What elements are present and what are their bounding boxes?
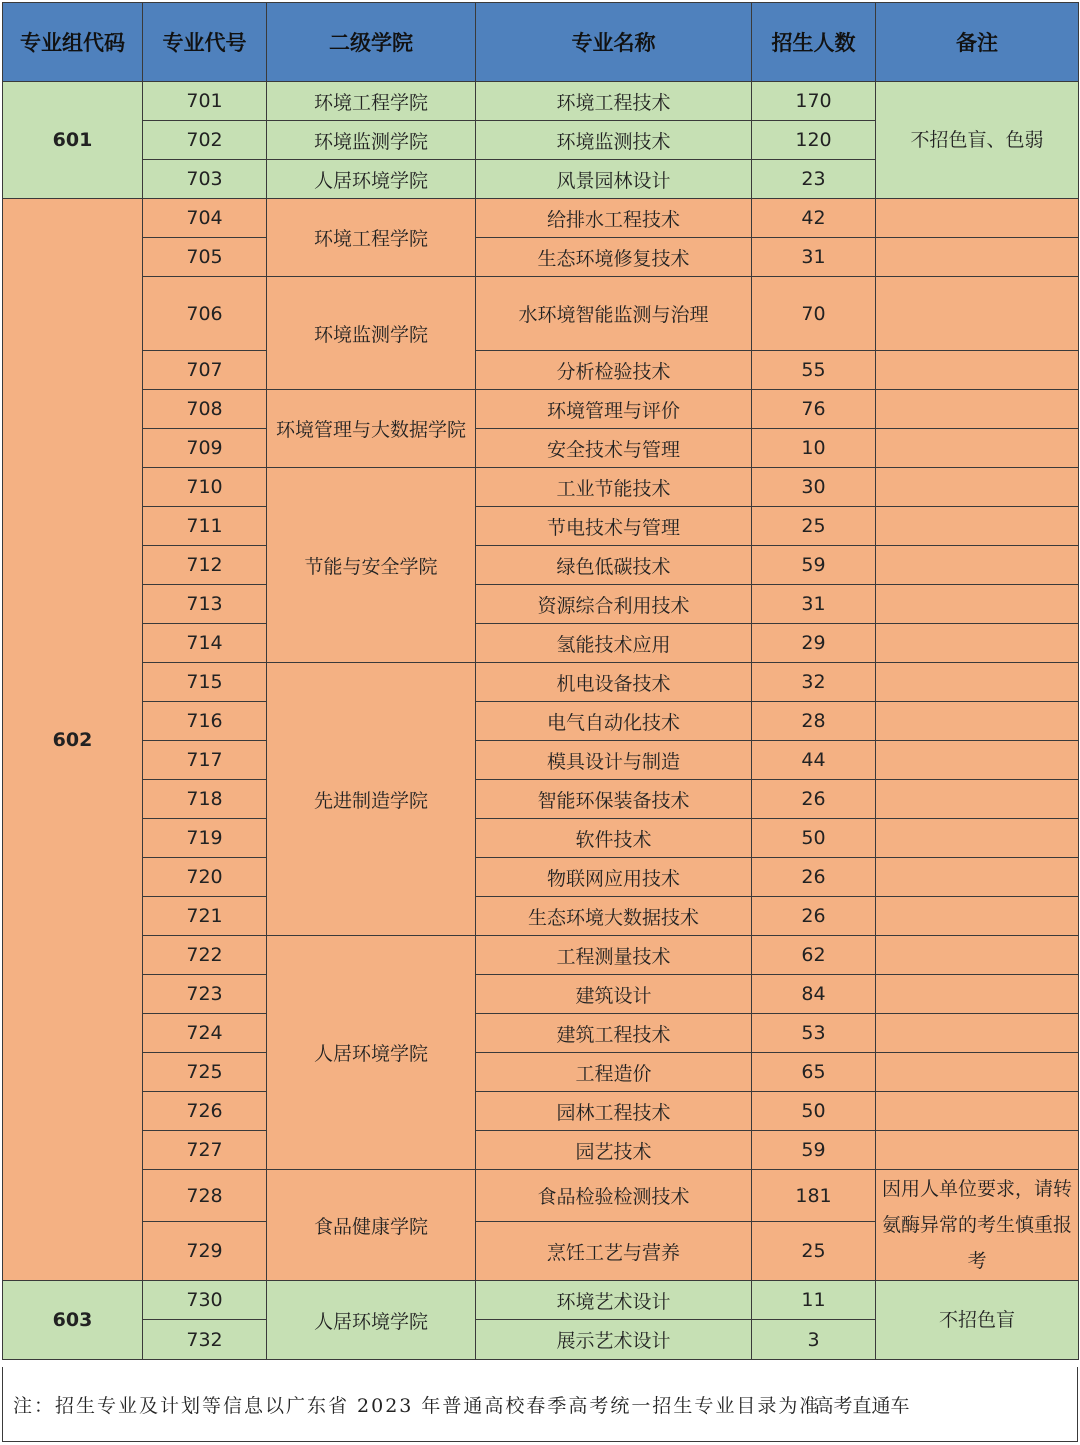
major-name-cell: 建筑工程技术 bbox=[476, 1014, 752, 1053]
remark-cell bbox=[876, 1092, 1079, 1131]
remark-cell: 不招色盲 bbox=[876, 1281, 1079, 1360]
major-code-cell: 714 bbox=[143, 624, 267, 663]
enrollment-count-cell: 55 bbox=[752, 351, 876, 390]
remark-cell bbox=[876, 663, 1079, 702]
major-name-cell: 给排水工程技术 bbox=[476, 199, 752, 238]
table-row bbox=[3, 819, 1079, 858]
major-code-cell: 732 bbox=[143, 1320, 267, 1360]
college-cell: 环境监测学院 bbox=[267, 121, 476, 160]
table-row bbox=[3, 585, 1079, 624]
remark-cell bbox=[876, 624, 1079, 663]
major-code-cell: 722 bbox=[143, 936, 267, 975]
major-code-cell: 723 bbox=[143, 975, 267, 1014]
major-code-cell: 712 bbox=[143, 546, 267, 585]
major-code-cell: 730 bbox=[143, 1281, 267, 1320]
major-name-cell: 模具设计与制造 bbox=[476, 741, 752, 780]
major-code-cell: 713 bbox=[143, 585, 267, 624]
major-name-cell: 分析检验技术 bbox=[476, 351, 752, 390]
table-row bbox=[3, 741, 1079, 780]
major-code-cell: 720 bbox=[143, 858, 267, 897]
remark-cell bbox=[876, 1014, 1079, 1053]
table-row bbox=[3, 199, 1079, 238]
remark-cell bbox=[876, 277, 1079, 351]
group-code-cell: 602 bbox=[3, 199, 143, 1281]
remark-cell bbox=[876, 429, 1079, 468]
remark-cell bbox=[876, 468, 1079, 507]
enrollment-table bbox=[2, 2, 1079, 1360]
table-row bbox=[3, 936, 1079, 975]
table-row bbox=[3, 468, 1079, 507]
table-row bbox=[3, 238, 1079, 277]
enrollment-count-cell: 29 bbox=[752, 624, 876, 663]
remark-cell bbox=[876, 238, 1079, 277]
college-cell: 食品健康学院 bbox=[267, 1170, 476, 1281]
remark-cell bbox=[876, 585, 1079, 624]
enrollment-count-cell: 59 bbox=[752, 546, 876, 585]
major-name-cell: 烹饪工艺与营养 bbox=[476, 1222, 752, 1281]
enrollment-count-cell: 30 bbox=[752, 468, 876, 507]
header-remark: 备注 bbox=[876, 3, 1079, 82]
group-code-cell: 601 bbox=[3, 82, 143, 199]
table-row bbox=[3, 1014, 1079, 1053]
major-name-cell: 生态环境修复技术 bbox=[476, 238, 752, 277]
table-row bbox=[3, 351, 1079, 390]
table-row bbox=[3, 1281, 1079, 1320]
major-name-cell: 建筑设计 bbox=[476, 975, 752, 1014]
header-enrollment: 招生人数 bbox=[752, 3, 876, 82]
remark-cell bbox=[876, 351, 1079, 390]
table-row bbox=[3, 390, 1079, 429]
enrollment-count-cell: 3 bbox=[752, 1320, 876, 1360]
major-name-cell: 食品检验检测技术 bbox=[476, 1170, 752, 1222]
major-code-cell: 729 bbox=[143, 1222, 267, 1281]
remark-cell bbox=[876, 1131, 1079, 1170]
table-row bbox=[3, 1131, 1079, 1170]
major-name-cell: 智能环保装备技术 bbox=[476, 780, 752, 819]
remark-cell bbox=[876, 546, 1079, 585]
enrollment-count-cell: 31 bbox=[752, 238, 876, 277]
major-code-cell: 701 bbox=[143, 82, 267, 121]
table-body bbox=[3, 82, 1079, 1360]
table-row bbox=[3, 546, 1079, 585]
major-name-cell: 绿色低碳技术 bbox=[476, 546, 752, 585]
major-name-cell: 风景园林设计 bbox=[476, 160, 752, 199]
header-group-code: 专业组代码 bbox=[3, 3, 143, 82]
table-row bbox=[3, 975, 1079, 1014]
major-code-cell: 702 bbox=[143, 121, 267, 160]
major-code-cell: 726 bbox=[143, 1092, 267, 1131]
enrollment-count-cell: 62 bbox=[752, 936, 876, 975]
major-code-cell: 705 bbox=[143, 238, 267, 277]
major-name-cell: 机电设备技术 bbox=[476, 663, 752, 702]
major-name-cell: 环境艺术设计 bbox=[476, 1281, 752, 1320]
major-name-cell: 园林工程技术 bbox=[476, 1092, 752, 1131]
college-cell: 人居环境学院 bbox=[267, 160, 476, 199]
group-code-cell: 603 bbox=[3, 1281, 143, 1360]
major-name-cell: 生态环境大数据技术 bbox=[476, 897, 752, 936]
college-cell: 环境管理与大数据学院 bbox=[267, 390, 476, 468]
college-cell: 环境监测学院 bbox=[267, 277, 476, 390]
header-college: 二级学院 bbox=[267, 3, 476, 82]
enrollment-count-cell: 50 bbox=[752, 819, 876, 858]
major-code-cell: 707 bbox=[143, 351, 267, 390]
table-row bbox=[3, 780, 1079, 819]
table-row bbox=[3, 858, 1079, 897]
remark-cell bbox=[876, 975, 1079, 1014]
major-code-cell: 725 bbox=[143, 1053, 267, 1092]
enrollment-count-cell: 120 bbox=[752, 121, 876, 160]
major-code-cell: 711 bbox=[143, 507, 267, 546]
remark-cell: 因用人单位要求，请转氨酶异常的考生慎重报考 bbox=[876, 1170, 1079, 1281]
major-name-cell: 环境监测技术 bbox=[476, 121, 752, 160]
major-name-cell: 工程测量技术 bbox=[476, 936, 752, 975]
major-name-cell: 电气自动化技术 bbox=[476, 702, 752, 741]
major-code-cell: 715 bbox=[143, 663, 267, 702]
remark-cell bbox=[876, 936, 1079, 975]
enrollment-count-cell: 170 bbox=[752, 82, 876, 121]
college-cell: 环境工程学院 bbox=[267, 82, 476, 121]
college-cell: 人居环境学院 bbox=[267, 1281, 476, 1360]
major-code-cell: 704 bbox=[143, 199, 267, 238]
major-name-cell: 节电技术与管理 bbox=[476, 507, 752, 546]
table-row bbox=[3, 82, 1079, 121]
table-row bbox=[3, 663, 1079, 702]
enrollment-count-cell: 11 bbox=[752, 1281, 876, 1320]
remark-cell bbox=[876, 741, 1079, 780]
major-code-cell: 728 bbox=[143, 1170, 267, 1222]
enrollment-count-cell: 70 bbox=[752, 277, 876, 351]
enrollment-count-cell: 23 bbox=[752, 160, 876, 199]
college-cell: 环境工程学院 bbox=[267, 199, 476, 277]
remark-cell bbox=[876, 199, 1079, 238]
table-row bbox=[3, 1170, 1079, 1222]
major-name-cell: 环境管理与评价 bbox=[476, 390, 752, 429]
major-code-cell: 708 bbox=[143, 390, 267, 429]
major-name-cell: 工程造价 bbox=[476, 1053, 752, 1092]
remark-cell bbox=[876, 390, 1079, 429]
major-name-cell: 环境工程技术 bbox=[476, 82, 752, 121]
table-row bbox=[3, 507, 1079, 546]
remark-cell bbox=[876, 507, 1079, 546]
enrollment-count-cell: 65 bbox=[752, 1053, 876, 1092]
major-name-cell: 软件技术 bbox=[476, 819, 752, 858]
table-row bbox=[3, 1053, 1079, 1092]
major-code-cell: 710 bbox=[143, 468, 267, 507]
enrollment-count-cell: 181 bbox=[752, 1170, 876, 1222]
header-major-code: 专业代号 bbox=[143, 3, 267, 82]
table-row bbox=[3, 277, 1079, 351]
enrollment-count-cell: 26 bbox=[752, 858, 876, 897]
enrollment-count-cell: 42 bbox=[752, 199, 876, 238]
remark-cell bbox=[876, 702, 1079, 741]
major-name-cell: 氢能技术应用 bbox=[476, 624, 752, 663]
enrollment-count-cell: 32 bbox=[752, 663, 876, 702]
major-code-cell: 727 bbox=[143, 1131, 267, 1170]
enrollment-count-cell: 53 bbox=[752, 1014, 876, 1053]
remark-cell bbox=[876, 1053, 1079, 1092]
major-name-cell: 园艺技术 bbox=[476, 1131, 752, 1170]
major-name-cell: 展示艺术设计 bbox=[476, 1320, 752, 1360]
college-cell: 人居环境学院 bbox=[267, 936, 476, 1170]
college-cell: 节能与安全学院 bbox=[267, 468, 476, 663]
remark-cell: 不招色盲、色弱 bbox=[876, 82, 1079, 199]
enrollment-count-cell: 25 bbox=[752, 1222, 876, 1281]
enrollment-count-cell: 76 bbox=[752, 390, 876, 429]
major-code-cell: 718 bbox=[143, 780, 267, 819]
major-code-cell: 724 bbox=[143, 1014, 267, 1053]
enrollment-count-cell: 44 bbox=[752, 741, 876, 780]
enrollment-count-cell: 84 bbox=[752, 975, 876, 1014]
college-cell: 先进制造学院 bbox=[267, 663, 476, 936]
major-name-cell: 水环境智能监测与治理 bbox=[476, 277, 752, 351]
major-code-cell: 721 bbox=[143, 897, 267, 936]
major-name-cell: 工业节能技术 bbox=[476, 468, 752, 507]
major-code-cell: 706 bbox=[143, 277, 267, 351]
major-code-cell: 716 bbox=[143, 702, 267, 741]
footnote-text: 注：招生专业及计划等信息以广东省 2023 年普通高校春季高考统一招生专业目录为准 bbox=[13, 1394, 821, 1417]
remark-cell bbox=[876, 858, 1079, 897]
enrollment-count-cell: 50 bbox=[752, 1092, 876, 1131]
enrollment-count-cell: 10 bbox=[752, 429, 876, 468]
watermark-text: 高考直通车 bbox=[814, 1394, 910, 1417]
enrollment-count-cell: 31 bbox=[752, 585, 876, 624]
major-code-cell: 703 bbox=[143, 160, 267, 199]
remark-cell bbox=[876, 819, 1079, 858]
table-header-row bbox=[3, 3, 1079, 82]
major-name-cell: 资源综合利用技术 bbox=[476, 585, 752, 624]
enrollment-count-cell: 26 bbox=[752, 780, 876, 819]
enrollment-count-cell: 26 bbox=[752, 897, 876, 936]
remark-cell bbox=[876, 897, 1079, 936]
major-code-cell: 717 bbox=[143, 741, 267, 780]
enrollment-count-cell: 28 bbox=[752, 702, 876, 741]
enrollment-count-cell: 59 bbox=[752, 1131, 876, 1170]
header-major-name: 专业名称 bbox=[476, 3, 752, 82]
table-row bbox=[3, 429, 1079, 468]
table-row bbox=[3, 1092, 1079, 1131]
remark-cell bbox=[876, 780, 1079, 819]
major-code-cell: 719 bbox=[143, 819, 267, 858]
major-code-cell: 709 bbox=[143, 429, 267, 468]
major-name-cell: 物联网应用技术 bbox=[476, 858, 752, 897]
major-name-cell: 安全技术与管理 bbox=[476, 429, 752, 468]
enrollment-count-cell: 25 bbox=[752, 507, 876, 546]
footnote bbox=[2, 1367, 1078, 1442]
table-row bbox=[3, 897, 1079, 936]
table-row bbox=[3, 624, 1079, 663]
table-row bbox=[3, 702, 1079, 741]
